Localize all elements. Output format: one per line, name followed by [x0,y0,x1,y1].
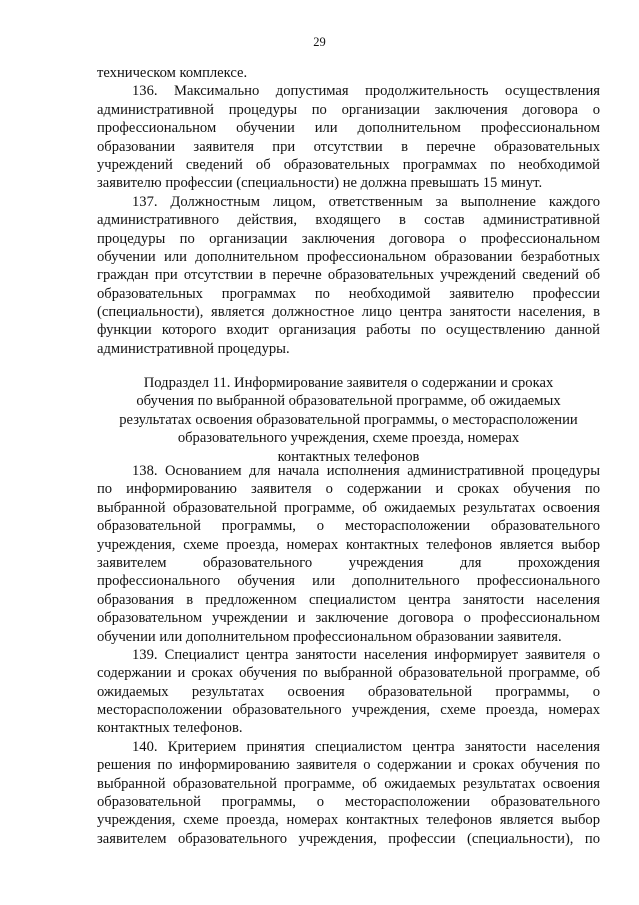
text-line: контактных телефонов. [97,720,243,737]
text-line: учреждения, схеме проезда, номерах контактных телефонов является выбор [97,536,600,553]
text-line: образовательной программы, о месторасположении образовательного [97,518,600,535]
text-line: административной процедуры. [97,340,290,357]
text-line: заявителем образовательного учреждения для прохождения [97,554,600,571]
text-line: месторасположении образовательного учреждения, схеме проезда, номерах [97,702,600,719]
text-line: решения по информированию заявителя о содержании и сроках обучения по [97,757,600,774]
text-line: функции которого входит организация работы по осуществлению данной [97,322,600,339]
text-line: граждан при отсутствии в перечне образовательных учреждений сведений об [97,267,600,284]
text-line: по информированию заявителя о содержании и сроках обучения по [97,481,600,498]
heading-line: контактных телефонов [277,448,420,465]
text-line: выбранной образовательной программе, об ожидаемых результатах освоения [97,499,600,516]
page-number: 29 [313,35,326,49]
paragraph-139-line: 139. Специалист центра занятости населения информирует заявителя о [132,646,600,663]
text-line: административной процедуры по организации заключения договора о [97,101,600,118]
text-line: заявителем образовательного учреждения, профессии (специальности), по [97,830,600,847]
text-line: учреждений сведений об образовательных программах по необходимой [97,156,600,173]
text-line: образовательной программы, о месторасположении образовательного [97,794,600,811]
text-line: образовательном учреждении и заключение договора о профессиональном [97,610,600,627]
text-line: образовательных программах по необходимой заявителю профессии [97,285,600,302]
text-line: ожидаемых результатах освоения образовательной программы, о [97,683,600,700]
subsection-heading [97,374,600,466]
text-block-top [97,64,600,358]
heading-line: обучения по выбранной образовательной программе, об ожидаемых [136,393,561,410]
text-line: образовании заявителя при отсутствии в перечне образовательных [97,138,600,155]
heading-line: образовательного учреждения, схеме проезда, номерах [177,430,520,447]
text-line: профессионального обучения или дополнительного профессионального [97,573,600,590]
text-line: техническом комплексе. [97,65,248,81]
text-line: заявителю профессии (специальности) не должна превышать 15 минут. [97,175,543,192]
text-line: процедуры по организации заключения договора о профессиональном [97,230,600,247]
paragraph-137-line: 137. Должностным лицом, ответственным за выполнение каждого [132,193,600,210]
text-line: профессиональном обучении или дополнительном профессиональном [97,120,600,137]
paragraph-136-line: 136. Максимально допустимая продолжительность осуществления [132,83,600,100]
heading-line: Подраздел 11. Информирование заявителя о содержании и сроках [143,375,554,391]
text-line: (специальности), является должностное лицо центра занятости населения, в [97,304,600,321]
text-line: обучении или дополнительном профессиональном образовании безработных [97,248,600,265]
paragraph-138-line: 138. Основанием для начала исполнения административной процедуры [132,463,600,479]
text-block-bottom [97,462,600,848]
text-line: образования в предложенном специалистом центра занятости населения [97,591,600,608]
text-line: административного действия, входящего в состав административной [97,212,600,229]
text-line: содержании и сроках обучения по выбранной образовательной программе, об [97,665,600,682]
text-line: обучении или дополнительном профессиональном образовании заявителя. [97,628,562,645]
heading-line: результатах освоения образовательной программы, о месторасположении [119,411,578,428]
text-line: выбранной образовательной программе, об ожидаемых результатах освоения [97,775,600,792]
text-line: учреждения, схеме проезда, номерах контактных телефонов является выбор [97,812,600,829]
paragraph-140-line: 140. Критерием принятия специалистом центра занятости населения [132,738,600,755]
